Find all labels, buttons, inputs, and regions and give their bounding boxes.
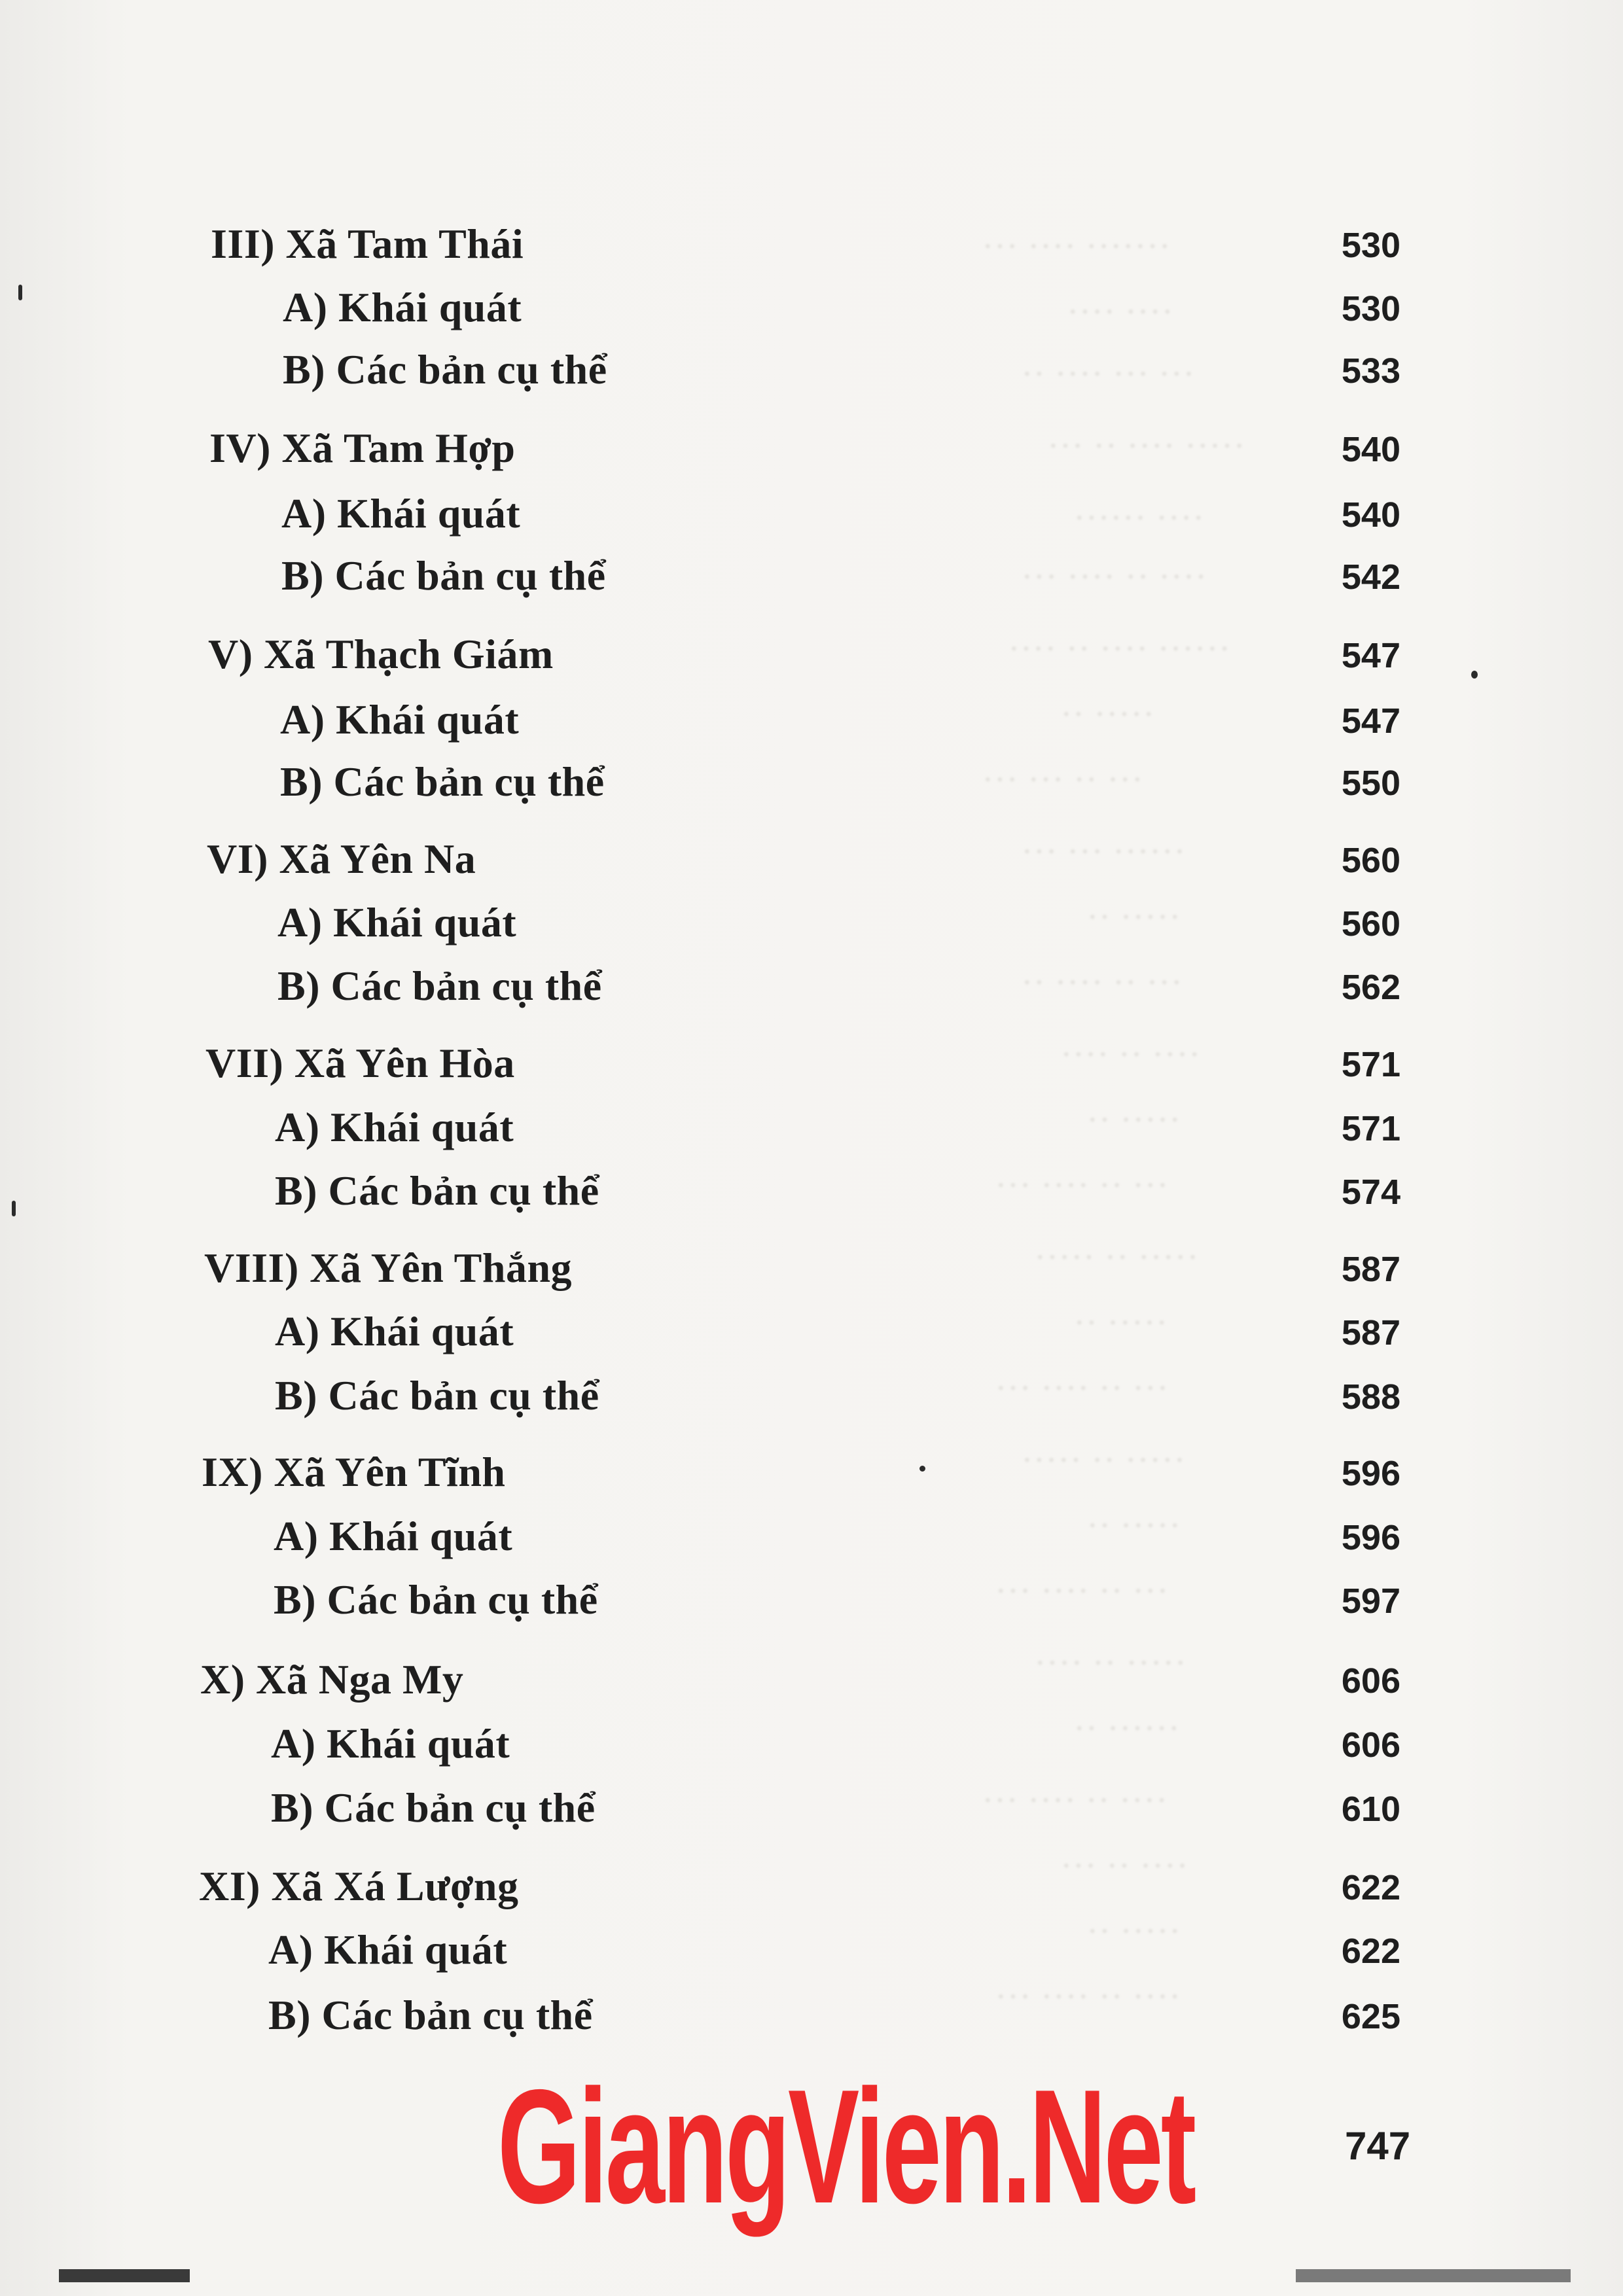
toc-entry-page: 587 xyxy=(1341,1250,1400,1289)
toc-entry-page: 625 xyxy=(1341,1997,1400,2036)
toc-entry xyxy=(0,1986,1623,2045)
toc-entry-page: 622 xyxy=(1341,1868,1400,1907)
toc-entry-title: X) Xã Nga My xyxy=(200,1656,464,1703)
toc-entry-title: VIII) Xã Yên Thắng xyxy=(204,1245,573,1291)
toc-entry-page: 571 xyxy=(1341,1109,1400,1148)
toc-entry xyxy=(0,1034,1623,1093)
toc-entry-title: B) Các bản cụ thể xyxy=(271,1784,596,1831)
toc-entry xyxy=(0,1650,1623,1709)
toc-entry xyxy=(0,1920,1623,1979)
toc-entry xyxy=(0,957,1623,1016)
toc-entry xyxy=(0,1239,1623,1298)
scan-speck xyxy=(919,1466,925,1472)
toc-entry-page: 562 xyxy=(1341,968,1400,1007)
scan-edge-right xyxy=(1296,2269,1571,2282)
toc-entry-title: IV) Xã Tam Hợp xyxy=(209,425,516,471)
toc-entry-title: A) Khái quát xyxy=(268,1926,508,1973)
toc-entry xyxy=(0,1857,1623,1916)
toc-entry-title: A) Khái quát xyxy=(275,1104,514,1150)
toc-entry xyxy=(0,1570,1623,1629)
toc-entry-title: B) Các bản cụ thể xyxy=(277,963,602,1009)
toc-entry-title: A) Khái quát xyxy=(277,899,517,945)
toc-entry xyxy=(0,893,1623,952)
toc-entry-page: 547 xyxy=(1341,701,1400,741)
toc-entry-title: B) Các bản cụ thể xyxy=(274,1576,598,1623)
toc-entry xyxy=(0,690,1623,749)
toc-entry xyxy=(0,419,1623,478)
toc-entry-title: IX) Xã Yên Tĩnh xyxy=(202,1449,506,1495)
toc-entry-title: B) Các bản cụ thể xyxy=(281,552,606,599)
toc-entry xyxy=(0,215,1623,274)
toc-entry-title: III) Xã Tam Thái xyxy=(211,221,524,267)
toc-entry-page: 588 xyxy=(1341,1377,1400,1417)
toc-entry-title: A) Khái quát xyxy=(275,1308,514,1354)
scan-speck xyxy=(1471,671,1478,679)
toc-entry-title: A) Khái quát xyxy=(274,1513,513,1559)
toc-entry xyxy=(0,1778,1623,1837)
toc-entry xyxy=(0,830,1623,889)
scan-speck xyxy=(18,285,22,300)
toc-entry-title: VII) Xã Yên Hòa xyxy=(205,1040,515,1086)
toc-entry-title: A) Khái quát xyxy=(283,284,522,330)
toc-entry xyxy=(0,1507,1623,1566)
scan-edge-left xyxy=(59,2269,190,2282)
toc-entry xyxy=(0,1302,1623,1361)
toc-entry xyxy=(0,1714,1623,1773)
toc-entry-page: 533 xyxy=(1341,351,1400,391)
toc-entry-page: 606 xyxy=(1341,1661,1400,1701)
toc-entry-title: A) Khái quát xyxy=(280,696,520,743)
toc-entry-page: 540 xyxy=(1341,430,1400,469)
toc-entry xyxy=(0,625,1623,684)
toc-entry-page: 610 xyxy=(1341,1790,1400,1829)
toc-entry-page: 571 xyxy=(1341,1045,1400,1084)
toc-entry xyxy=(0,340,1623,399)
toc-entry-page: 560 xyxy=(1341,904,1400,944)
toc-entry xyxy=(0,1098,1623,1157)
toc-entry-title: B) Các bản cụ thể xyxy=(275,1372,599,1419)
toc-entry-page: 622 xyxy=(1341,1932,1400,1971)
toc-entry-page: 550 xyxy=(1341,764,1400,803)
toc-entry-title: VI) Xã Yên Na xyxy=(207,836,476,882)
toc-entry xyxy=(0,1161,1623,1220)
toc-entry-title: B) Các bản cụ thể xyxy=(275,1167,599,1214)
toc-entry-title: B) Các bản cụ thể xyxy=(283,346,607,393)
toc-entry-page: 574 xyxy=(1341,1173,1400,1212)
toc-entry-title: A) Khái quát xyxy=(281,490,521,537)
toc-entry-page: 542 xyxy=(1341,557,1400,597)
toc-entry-page: 597 xyxy=(1341,1581,1400,1621)
toc-entry xyxy=(0,1366,1623,1425)
toc-entry-page: 606 xyxy=(1341,1725,1400,1765)
toc-entry xyxy=(0,1443,1623,1502)
toc-entry-page: 530 xyxy=(1341,289,1400,328)
toc-entry-title: XI) Xã Xá Lượng xyxy=(199,1863,519,1909)
toc-entry xyxy=(0,484,1623,543)
toc-entry-page: 530 xyxy=(1341,226,1400,265)
scan-speck xyxy=(12,1201,16,1216)
toc-entry-page: 540 xyxy=(1341,495,1400,535)
toc-entry-title: B) Các bản cụ thể xyxy=(268,1992,593,2038)
watermark-logo: GiangVien.Net xyxy=(497,2055,1194,2237)
toc-entry-page: 596 xyxy=(1341,1454,1400,1493)
toc-entry-page: 560 xyxy=(1341,841,1400,880)
toc-entry-title: A) Khái quát xyxy=(271,1720,510,1767)
toc-entry-page: 587 xyxy=(1341,1313,1400,1352)
page-number: 747 xyxy=(1345,2124,1411,2168)
toc-entry-title: V) Xã Thạch Giám xyxy=(208,631,554,677)
toc-entry xyxy=(0,546,1623,605)
toc-entry-title: B) Các bản cụ thể xyxy=(280,758,605,805)
toc-entry-page: 547 xyxy=(1341,636,1400,675)
toc-entry xyxy=(0,278,1623,337)
toc-entry-page: 596 xyxy=(1341,1518,1400,1557)
toc-entry xyxy=(0,752,1623,811)
